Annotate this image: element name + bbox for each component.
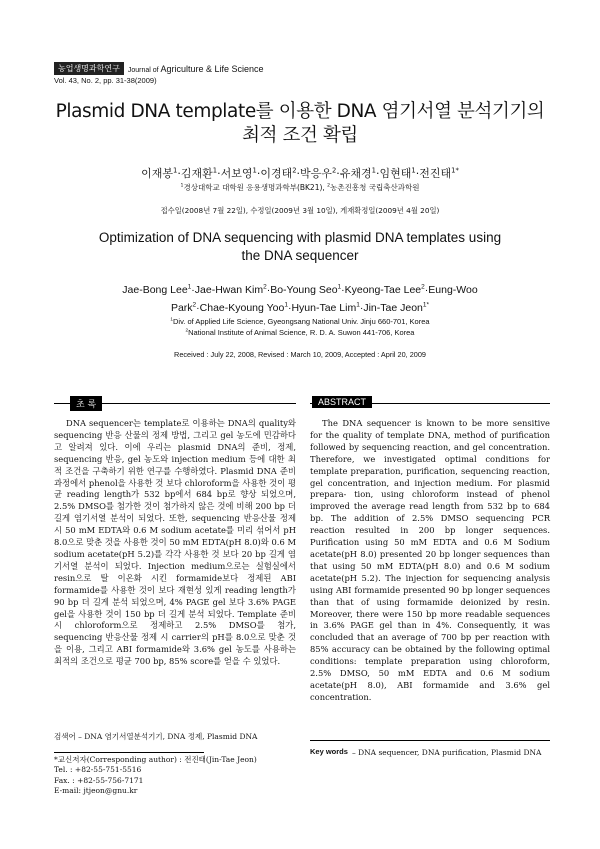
english-authors xyxy=(40,281,560,317)
author-affiliation-marker: 2 xyxy=(292,166,297,175)
author-name: Kyeong-Tae Lee xyxy=(344,284,422,296)
footnote xyxy=(54,755,257,796)
author-name: 박응우 xyxy=(300,167,332,180)
author-name: Jae-Hwan Kim xyxy=(194,284,264,296)
korean-abstract: DNA sequencer는 template로 이용하는 DNA의 quality와 sequencing 반응 산물의 정제 방법, 그리고 gel 농도에 민감하다고 알려져 있다. 이에 우리는 plasmid DNA의 준비, 정제, sequencing 반응, gel 농도와 injection medium 등에 대한 최적 조건을 구축하기 위한 연구를 수행하였다. Plasmid DNA 준비과정에서 phenol을 사용한 것 보다 chloroform을 사용한 것이 평균 reading length가 532 bp에서 684 bp로 향상 되었으며, 2.5% DMSO를 첨가한 것이 첨가하지 않은 것에 비해 200 bp 더 길게 염기서열 분석이 되었다. 또한, sequencing 반응산물 정제 시 50 mM EDTA와 0.6 M sodium acetate를 미리 섞어서 pH 8.0으로 맞춘 것을 사용한 것이 50 mM EDTA(pH 8.0)와 0.6 M sodium acetate(pH 5.2)를 각각 사용한 것 보다 20 bp 길게 염기서열 분석이 되었다. Injection medium으로는 실험실에서 resin으로 탈 이온화 시킨 formamide보다 정제된 ABI formamide를 사용한 것이 보다 재현성 있게 reading length가 90 bp 더 길게 분석 되었으며, 4% PAGE gel 보다 3.6% PAGE gel을 사용한 것이 150 bp 더 길게 분석 되었다. Template 준비 시 chloroform으로 정제하고 2.5% DMSO를 첨가, sequencing 반응산물 정제 시 carrier의 pH를 8.0으로 맞춘 것을 이용, 그리고 ABI formamide와 3.6% gel 농도를 사용하는 최적의 조건으로 평균 700 bp, 85% score를 얻을 수 있었다. xyxy=(54,418,296,667)
author-name: Eung-Woo xyxy=(428,284,478,296)
english-dates: Received : July 22, 2008, Revised : March 10, 2009, Accepted : April 20, 2009 xyxy=(174,350,426,359)
journal-badge: 농업생명과학연구 xyxy=(54,62,124,75)
author-name: 이경태 xyxy=(260,167,293,180)
author-affiliation-marker: 2 xyxy=(331,166,337,175)
korean-abstract-heading: 초 록 xyxy=(70,396,102,411)
author-name: 전진태 xyxy=(419,167,452,180)
english-authors-line2: Park$^2$·Chae-Kyoung Yoo$^1$·Hyun-Tae Lim$^1$·Jin-Tae Jeon$^{1*}$ xyxy=(170,301,430,314)
author-name: 김재환 xyxy=(180,167,213,180)
footnote-rule xyxy=(54,752,204,753)
english-keywords xyxy=(310,747,555,758)
english-affiliations xyxy=(40,316,560,338)
keywords-value: – DNA sequencer, DNA purification, Plasmid DNA xyxy=(351,748,542,757)
author-affiliation-marker: 1 xyxy=(173,166,178,175)
author-name: Park xyxy=(170,302,193,314)
author-affiliation-marker: 1 xyxy=(371,166,377,175)
english-affiliation-2: $^2$National Institute of Animal Science, R. D. A. Suwon 441-706, Korea xyxy=(185,327,415,337)
author-affiliation-marker: 1 xyxy=(252,166,257,175)
author-affiliation-marker: 1* xyxy=(451,166,459,175)
korean-title: Plasmid DNA template를 이용한 DNA 염기서열 분석기기의 최적 조건 확립 xyxy=(55,101,545,146)
author-name: Hyun-Tae Lim xyxy=(291,302,357,314)
journal-name: Journal of Agriculture & Life Science xyxy=(127,63,264,74)
author-affiliation-marker: 1* xyxy=(422,301,430,309)
korean-keywords: 검색어 – DNA 염기서열분석기기, DNA 정제, Plasmid DNA xyxy=(54,732,258,741)
author-name: 서보영 xyxy=(220,167,253,180)
author-affiliation-marker: 1 xyxy=(411,166,416,175)
author-name: Jin-Tae Jeon xyxy=(363,302,423,314)
english-abstract: The DNA sequencer is known to be more sensitive for the quality of template DNA, method of purification followed by sequencing reaction, and gel concentration. Therefore, we investigated optimal conditions for template preparation, purification, sequencing reaction, gel concentration, and injection medium. For plasmid prepara- tion, using chloroform instead of phenol improved the average read length from 532 bp to 684 bp. The addition of 2.5% DMSO sequencing PCR reaction resulted in 200 bp longer sequences. Purification using 50 mM EDTA and 0.6 M Sodium acetate(pH 8.0) presented 20 bp longer sequences than that using 50 mM EDTA(pH 8.0) and 0.6 M sodium acetate(pH 5.2). The injection for sequencing analysis using ABI formamide presented 90 bp longer sequences than that of using formamide deionized by resin. Moreover, there were 150 bp more readable sequences in 3.6% PAGE gel than in 4%. Consequently, it was concluded that an average of 700 bp per reaction with 85% accuracy can be obtained by the following optimal conditions: template preparation using chloroform, 2.5% DMSO, 50 mM EDTA and 0.6 M sodium acetate(pH 8.0), ABI formamide and 3.6% gel concentration. xyxy=(310,418,550,702)
english-authors-line1: Jae-Bong Lee$^1$·Jae-Hwan Kim$^2$·Bo-Young Seo$^1$·Kyeong-Tae Lee$^2$·Eung-Woo xyxy=(122,283,478,296)
corresponding-author: *교신저자(Corresponding author) : 전진태(Jin-Tae Jeon) xyxy=(54,755,257,764)
author-affiliation-marker: 1 xyxy=(356,301,360,309)
korean-dates: 접수일(2008년 7월 22일), 수정일(2009년 3월 10일), 게재확정일(2009년 4월 20일) xyxy=(160,206,440,215)
author-name: Jae-Bong Lee xyxy=(122,284,188,296)
korean-authors: 이재봉$^1$·김재환$^1$·서보영$^1$·이경태$^2$·박응우$^2$·유채경$^1$·임현태$^1$·전진태$^{1*}$ xyxy=(141,166,459,180)
keywords-label: Key words xyxy=(310,747,348,756)
email: E-mail: jtjeon@gnu.kr xyxy=(54,785,138,795)
author-affiliation-marker: 1 xyxy=(212,166,218,175)
author-name: Bo-Young Seo xyxy=(270,284,338,296)
fax: Fax. : +82-55-756-7171 xyxy=(54,775,144,785)
english-abstract-heading: ABSTRACT xyxy=(312,396,372,408)
author-affiliation-marker: 1 xyxy=(337,283,342,291)
author-name: Chae-Kyoung Yoo xyxy=(199,302,285,314)
author-affiliation-marker: 2 xyxy=(263,283,267,291)
keywords-rule xyxy=(310,740,550,741)
korean-affiliations: $^1$경상대학교 대학원 응용생명과학부(BK21), $^2$농촌진흥청 국립축산과학원 xyxy=(180,183,420,192)
author-affiliation-marker: 2 xyxy=(192,301,197,309)
journal-header xyxy=(54,62,264,75)
english-affiliation-1: $^1$Div. of Applied Life Science, Gyeongsang National Univ. Jinju 660-701, Korea xyxy=(170,316,430,326)
volume-info: Vol. 43, No. 2, pp. 31-38(2009) xyxy=(54,76,157,85)
author-name: 유채경 xyxy=(339,167,372,180)
author-affiliation-marker: 1 xyxy=(187,283,192,291)
author-name: 임현태 xyxy=(379,167,412,180)
telephone: Tel. : +82-55-751-5516 xyxy=(54,765,142,775)
author-affiliation-marker: 1 xyxy=(284,301,288,309)
english-title: Optimization of DNA sequencing with plasmid DNA templates using the DNA sequencer xyxy=(98,230,502,263)
author-affiliation-marker: 2 xyxy=(421,283,425,291)
author-name: 이재봉 xyxy=(141,167,173,180)
